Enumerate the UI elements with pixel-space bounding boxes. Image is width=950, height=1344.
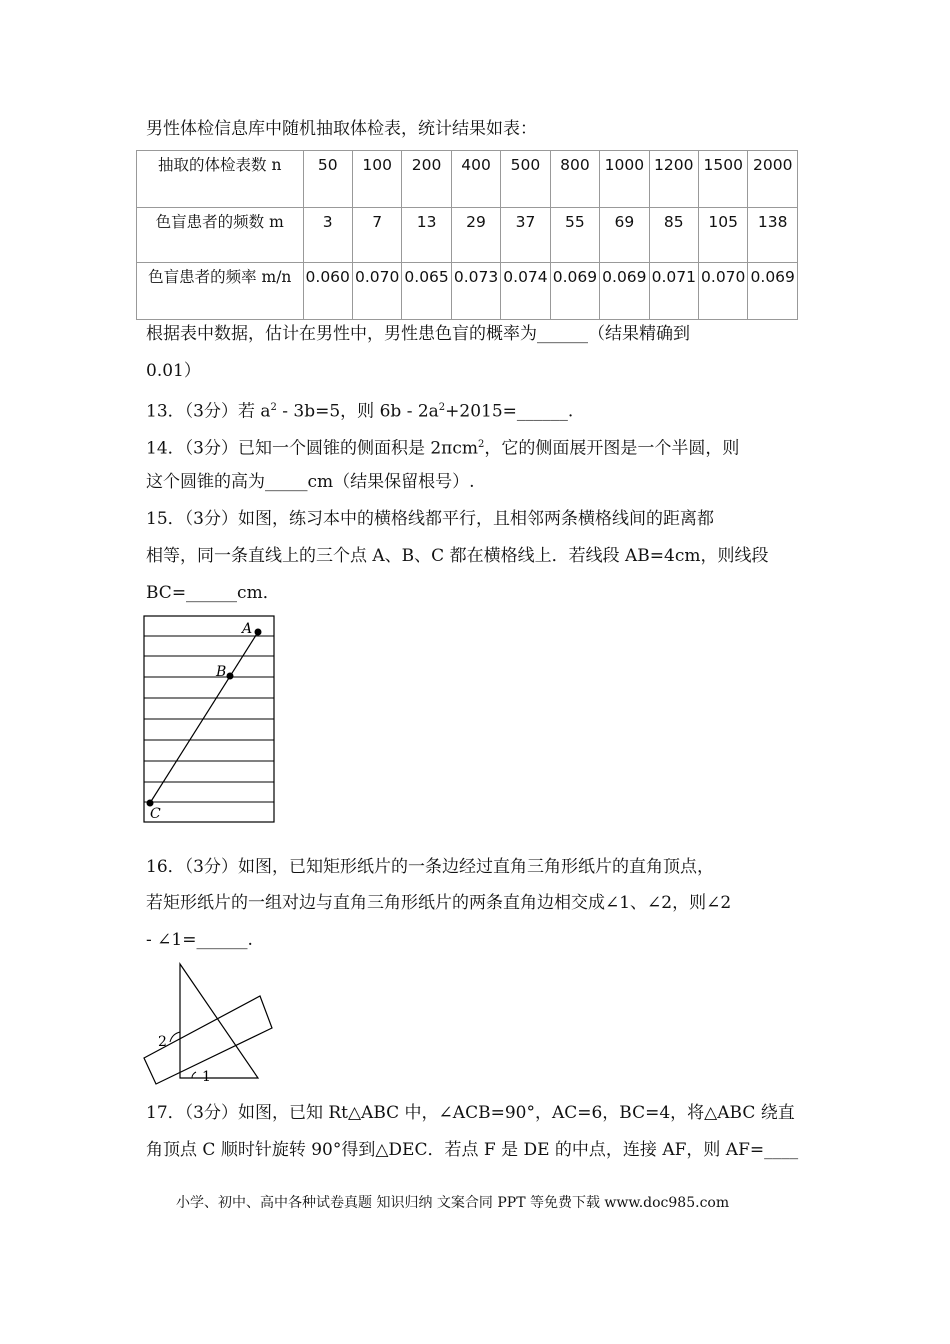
cell-m: 85 [649,208,698,263]
after-table-line-1: 根据表中数据，估计在男性中，男性患色盲的概率为______（结果精确到 [146,324,690,344]
question-15-line-3: BC=______cm． [146,583,280,603]
question-14-line-1: 14．（3分）已知一个圆锥的侧面积是 2πcm$^2$，它的侧面展开图是一个半圆，则 [146,438,740,459]
cell-freq: 0.070 [352,263,401,320]
question-13: 13．（3分）若 $a^2 - 3b=5$，则 $6b - 2a^2+2015=\_\_\_\_\_\_$. [146,401,574,422]
figure-15-notebook-lines [140,612,280,826]
cell-n: 1500 [699,151,748,208]
cell-freq: 0.069 [550,263,599,320]
intro-text: 男性体检信息库中随机抽取体检表，统计结果如表： [146,119,537,139]
q14-part: 14．（3分）已知一个圆锥的侧面积是 2πcm [146,438,478,459]
cell-m: 69 [600,208,649,263]
cell-n: 1200 [649,151,698,208]
after-table-line-2: 0.01） [146,361,201,381]
q13-part: +2015=______. [445,401,574,422]
angle-1-label: 1 [202,1069,211,1085]
cell-freq: 0.071 [649,263,698,320]
cell-freq: 0.065 [402,263,451,320]
label-a: A [242,621,253,637]
label-b: B [216,664,227,680]
row-header-freq: 色盲患者的频率 m/n [137,263,304,320]
row-header-n: 抽取的体检表数 n [137,151,304,208]
q13-part: - 3b=5，则 6b - 2a [276,401,439,422]
table-row [137,151,798,208]
figure-16-triangle-rectangle [140,958,280,1086]
table-row [137,208,798,263]
cell-n: 50 [303,151,352,208]
question-14-line-2: 这个圆锥的高为_____cm（结果保留根号）. [146,472,475,492]
cell-n: 500 [501,151,550,208]
statistics-table [136,150,798,320]
q14-part: ，它的侧面展开图是一个半圆，则 [484,438,740,459]
page-footer: 小学、初中、高中各种试卷真题 知识归纳 文案合同 PPT 等免费下载 www.doc985.com [176,1195,730,1211]
cell-freq: 0.069 [600,263,649,320]
table-row [137,263,798,320]
question-15-line-1: 15．（3分）如图，练习本中的横格线都平行，且相邻两条横格线间的距离都 [146,509,714,529]
cell-n: 1000 [600,151,649,208]
question-16-line-1: 16．（3分）如图，已知矩形纸片的一条边经过直角三角形纸片的直角顶点， [146,857,714,877]
angle-2-label: 2 [158,1034,167,1050]
cell-m: 3 [303,208,352,263]
cell-m: 138 [748,208,798,263]
label-c: C [150,806,161,822]
cell-m: 13 [402,208,451,263]
row-header-m: 色盲患者的频数 m [137,208,304,263]
cell-m: 105 [699,208,748,263]
question-17-line-2: 角顶点 C 顺时针旋转 90°得到△DEC．若点 F 是 DE 的中点，连接 AF，则 AF=____ [146,1140,799,1160]
question-15-line-2: 相等，同一条直线上的三个点 A、B、C 都在横格线上．若线段 AB=4cm，则线段 [146,546,769,566]
question-17-line-1: 17．（3分）如图，已知 Rt△ABC 中，∠ACB=90°，AC=6，BC=4，将△ABC 绕直 [146,1103,795,1123]
cell-n: 2000 [748,151,798,208]
cell-freq: 0.073 [451,263,500,320]
cell-freq: 0.069 [748,263,798,320]
cell-m: 29 [451,208,500,263]
cell-freq: 0.074 [501,263,550,320]
question-16-line-3: - ∠1=______. [146,930,253,950]
cell-m: 37 [501,208,550,263]
cell-freq: 0.070 [699,263,748,320]
cell-n: 400 [451,151,500,208]
cell-n: 800 [550,151,599,208]
cell-m: 55 [550,208,599,263]
q13-part: 13．（3分）若 a [146,401,271,422]
cell-n: 100 [352,151,401,208]
cell-freq: 0.060 [303,263,352,320]
question-16-line-2: 若矩形纸片的一组对边与直角三角形纸片的两条直角边相交成∠1、∠2，则∠2 [146,893,732,913]
cell-m: 7 [352,208,401,263]
cell-n: 200 [402,151,451,208]
